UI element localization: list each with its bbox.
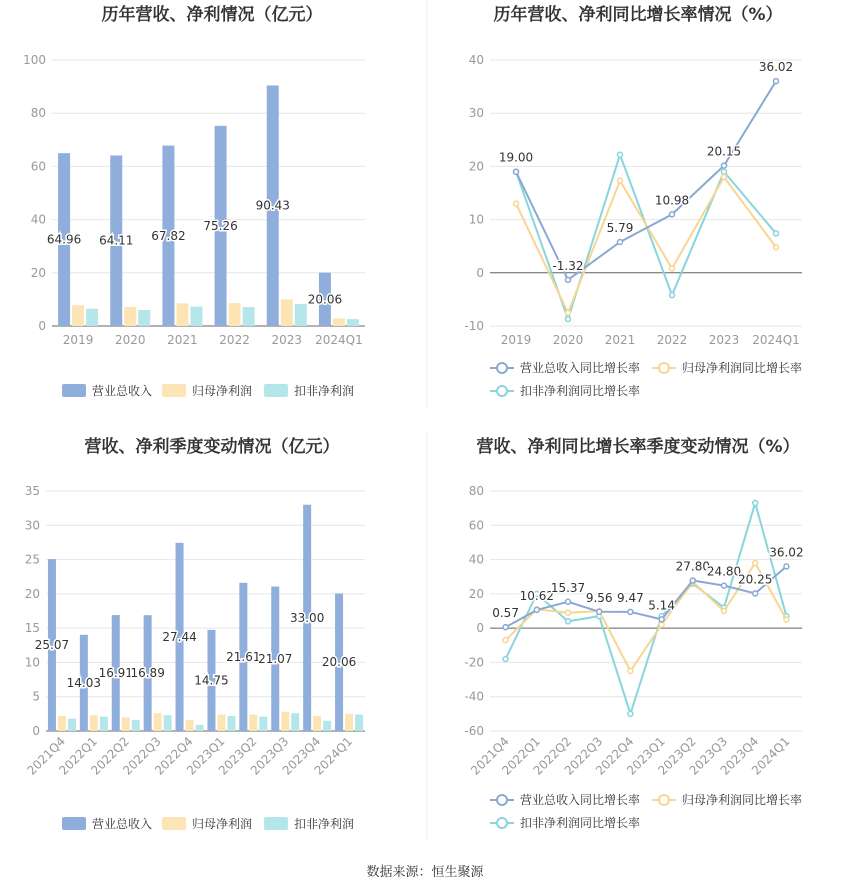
data-point	[618, 178, 623, 183]
chart-2	[464, 4, 802, 398]
series-line	[516, 177, 776, 313]
chart-title: 营收、净利季度变动情况（亿元）	[84, 437, 340, 457]
x-tick-label: 2023Q1	[183, 734, 228, 778]
bar	[313, 716, 321, 731]
data-label: 20.06	[321, 655, 357, 670]
legend-marker	[497, 795, 507, 805]
legend-label: 营业总收入同比增长率	[520, 793, 641, 807]
data-label: 16.91	[98, 666, 133, 681]
data-point	[566, 317, 571, 322]
x-tick-label: 2023Q3	[686, 734, 731, 778]
data-label: 14.03	[66, 675, 102, 690]
data-point	[722, 175, 727, 180]
legend-marker	[659, 795, 669, 805]
data-point	[670, 212, 675, 217]
legend-swatch	[264, 384, 288, 397]
y-tick-label: -60	[464, 724, 484, 738]
y-tick-label: 15	[24, 621, 40, 636]
x-tick-label: 2022	[219, 333, 250, 347]
data-point	[534, 607, 539, 612]
data-point	[753, 591, 758, 596]
data-label: 33.00	[289, 610, 325, 625]
y-tick-label: 60	[30, 159, 46, 174]
x-tick-label: 2022Q3	[120, 734, 164, 778]
x-tick-label: 2022Q4	[592, 734, 637, 778]
data-point	[628, 609, 633, 614]
data-label: 90.43	[255, 198, 290, 213]
data-point	[753, 561, 758, 566]
x-tick-label: 2023Q2	[215, 734, 260, 778]
y-tick-label: 80	[30, 106, 46, 121]
bar	[323, 721, 331, 731]
bar	[355, 715, 363, 731]
data-label: 75.26	[203, 218, 238, 233]
data-point	[690, 578, 695, 583]
data-point	[618, 152, 623, 157]
y-tick-label: 20	[24, 586, 40, 601]
x-tick-label: 2023Q1	[624, 734, 668, 778]
bar	[164, 715, 172, 731]
data-point	[514, 169, 519, 174]
bar	[190, 307, 202, 326]
x-tick-label: 2022Q4	[152, 734, 196, 778]
y-tick-label: 20	[30, 265, 46, 280]
x-tick-label: 2019	[62, 333, 94, 347]
data-point	[514, 201, 519, 206]
data-point	[774, 79, 779, 84]
data-label: 9.56	[585, 590, 613, 605]
chart-title: 历年营收、净利情况（亿元）	[101, 5, 323, 25]
y-tick-label: 30	[468, 106, 484, 121]
y-tick-label: 40	[30, 212, 46, 227]
bar	[154, 713, 162, 731]
series-line	[516, 155, 776, 319]
bar	[132, 720, 140, 731]
legend-label: 归母净利润同比增长率	[682, 361, 803, 375]
x-tick-label: 2023Q3	[247, 734, 292, 778]
data-point	[566, 610, 571, 615]
x-tick-label: 2022	[656, 333, 688, 347]
bar	[347, 319, 359, 326]
x-tick-label: 2023Q2	[655, 734, 699, 778]
legend-swatch	[62, 384, 86, 397]
y-tick-label: -10	[464, 319, 484, 333]
data-label: 36.02	[769, 545, 804, 560]
data-label: 67.82	[151, 228, 186, 243]
y-tick-label: 30	[24, 518, 40, 533]
bar	[333, 319, 345, 326]
bar	[243, 307, 255, 326]
legend-label: 营业总收入同比增长率	[520, 361, 641, 375]
legend-label: 扣非净利润	[294, 384, 355, 398]
x-tick-label: 2024Q1	[748, 734, 793, 778]
data-point	[722, 163, 727, 168]
data-label: 21.61	[226, 649, 261, 664]
data-point	[774, 231, 779, 236]
bar	[100, 717, 108, 731]
data-point	[722, 169, 727, 174]
bar	[217, 715, 225, 731]
y-tick-label: 25	[24, 552, 40, 567]
series-line	[506, 503, 787, 714]
x-tick-label: 2023	[708, 333, 740, 347]
legend-label: 扣非净利润同比增长率	[520, 816, 641, 830]
y-tick-label: 60	[468, 518, 484, 533]
data-label: 19.00	[498, 150, 534, 165]
data-point	[566, 599, 571, 604]
chart-title: 营收、净利同比增长率季度变动情况（%）	[476, 437, 800, 457]
y-tick-label: 20	[468, 159, 484, 174]
x-tick-label: 2020	[552, 333, 584, 347]
chart-title: 历年营收、净利同比增长率情况（%）	[493, 5, 783, 25]
data-label: 36.02	[758, 60, 794, 75]
x-tick-label: 2021	[604, 333, 636, 347]
data-point	[784, 564, 789, 569]
x-tick-label: 2022Q2	[88, 734, 132, 778]
data-label: 16.89	[130, 666, 165, 681]
x-tick-label: 2024Q1	[752, 333, 800, 347]
y-tick-label: 0	[476, 265, 484, 280]
chart-1	[23, 4, 365, 398]
data-label: -1.32	[552, 258, 584, 273]
legend-swatch	[162, 384, 186, 397]
legend-marker	[659, 363, 669, 373]
bar	[281, 299, 293, 326]
data-point	[566, 310, 571, 315]
data-point	[670, 293, 675, 298]
legend-label: 归母净利润同比增长率	[682, 793, 803, 807]
legend-label: 扣非净利润同比增长率	[520, 384, 641, 398]
data-point	[566, 277, 571, 282]
x-tick-label: 2022Q2	[530, 734, 575, 778]
data-point	[722, 583, 727, 588]
x-tick-label: 2024Q1	[311, 734, 356, 778]
bar	[86, 309, 98, 326]
data-label: 21.07	[258, 651, 293, 666]
data-label: 9.47	[617, 590, 644, 605]
x-tick-label: 2021	[167, 333, 198, 347]
y-tick-label: 5	[32, 689, 40, 704]
data-label: 14.75	[194, 673, 229, 688]
data-point	[628, 711, 633, 716]
y-tick-label: 40	[468, 53, 484, 67]
bar	[229, 303, 241, 326]
data-label: 27.44	[162, 629, 197, 644]
data-label: 20.06	[307, 292, 343, 307]
data-point	[659, 617, 664, 622]
legend-swatch	[162, 817, 186, 830]
data-point	[628, 669, 633, 674]
data-point	[670, 266, 675, 271]
data-label: 20.25	[738, 572, 773, 587]
y-tick-label: 20	[468, 586, 484, 601]
chart-4	[464, 436, 803, 830]
data-point	[659, 622, 664, 627]
y-tick-label: 80	[468, 484, 484, 498]
x-tick-label: 2023Q4	[717, 734, 762, 778]
data-label: 64.96	[46, 232, 82, 247]
series-line	[516, 81, 776, 280]
y-tick-label: -20	[464, 655, 484, 670]
data-label: 15.37	[550, 580, 586, 595]
bar	[138, 310, 150, 326]
y-tick-label: 40	[468, 552, 484, 567]
bar	[295, 304, 307, 326]
y-tick-label: 10	[24, 655, 40, 670]
bar	[124, 307, 136, 326]
x-tick-label: 2022Q1	[56, 734, 100, 778]
data-point	[597, 609, 602, 614]
x-tick-label: 2020	[114, 333, 146, 347]
bar	[90, 715, 98, 731]
data-point	[753, 501, 758, 506]
x-tick-label: 2022Q3	[561, 734, 606, 778]
bar	[72, 305, 84, 326]
bar	[68, 719, 76, 731]
data-label: 10.62	[519, 588, 554, 603]
bar	[291, 713, 299, 731]
bar	[58, 716, 66, 731]
bar	[281, 712, 289, 731]
bar	[227, 716, 235, 731]
x-tick-label: 2023	[271, 333, 303, 347]
legend-swatch	[264, 817, 288, 830]
legend-label: 营业总收入	[92, 817, 153, 831]
data-point	[503, 657, 508, 662]
bar	[186, 720, 194, 731]
x-tick-label: 2021Q4	[24, 734, 69, 778]
data-point	[774, 245, 779, 250]
x-tick-label: 2019	[500, 333, 532, 347]
legend-label: 归母净利润	[192, 817, 253, 831]
y-tick-label: 0	[38, 319, 46, 333]
bar	[122, 717, 130, 731]
data-label: 5.14	[648, 598, 675, 613]
x-tick-label: 2023Q4	[279, 734, 324, 778]
legend-label: 归母净利润	[192, 384, 253, 398]
x-tick-label: 2022Q1	[499, 734, 543, 778]
y-tick-label: -40	[464, 689, 484, 704]
data-label: 20.15	[706, 144, 742, 159]
data-label: 27.80	[675, 559, 710, 574]
data-label: 10.98	[654, 193, 690, 208]
bar	[249, 715, 257, 731]
y-tick-label: 10	[468, 212, 484, 227]
legend-marker	[497, 818, 507, 828]
data-label: 0.57	[492, 606, 519, 621]
bar	[259, 717, 267, 731]
data-point	[566, 619, 571, 624]
y-tick-label: 35	[24, 484, 40, 498]
y-tick-label: 0	[32, 724, 40, 738]
data-point	[503, 625, 508, 630]
data-point	[618, 239, 623, 244]
legend-label: 营业总收入	[92, 384, 153, 398]
data-point	[503, 638, 508, 643]
data-label: 24.80	[706, 564, 742, 579]
data-label: 64.11	[99, 233, 134, 248]
data-point	[784, 617, 789, 622]
chart-3	[24, 436, 365, 831]
y-tick-label: 100	[23, 53, 46, 67]
legend-label: 扣非净利润	[294, 817, 355, 831]
legend-swatch	[62, 817, 86, 830]
x-tick-label: 2021Q4	[468, 734, 512, 778]
x-tick-label: 2024Q1	[315, 333, 363, 347]
data-point	[722, 609, 727, 614]
bar	[176, 303, 188, 326]
legend-marker	[497, 386, 507, 396]
bar	[345, 714, 353, 731]
legend-marker	[497, 363, 507, 373]
data-label: 25.07	[34, 638, 70, 653]
data-label: 5.79	[606, 220, 634, 235]
source-note: 数据来源：恒生聚源	[366, 865, 484, 880]
y-tick-label: 0	[476, 621, 484, 636]
bar	[196, 725, 204, 731]
